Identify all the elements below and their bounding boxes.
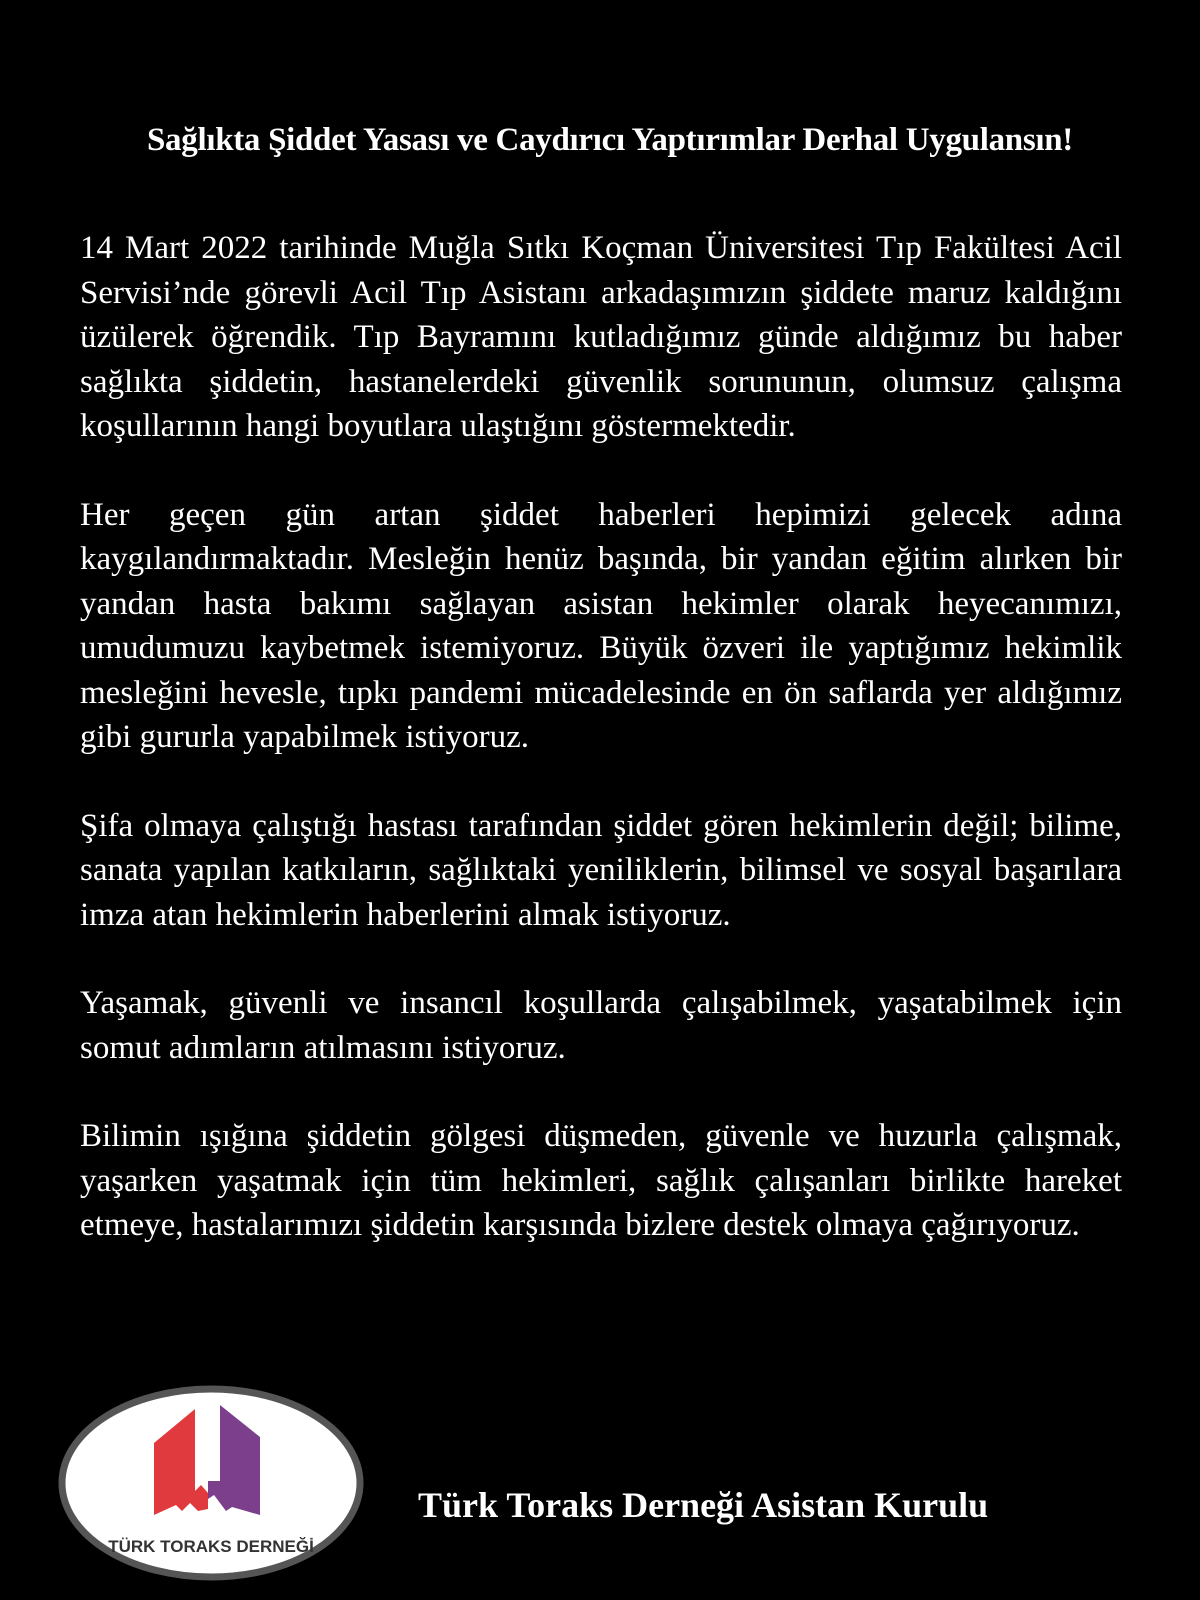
signature: Türk Toraks Derneği Asistan Kurulu xyxy=(418,1485,989,1525)
turk-toraks-dernegi-logo xyxy=(58,1385,364,1581)
paragraph-1: 14 Mart 2022 tarihinde Muğla Sıtkı Koçman Üniversitesi Tıp Fakültesi Acil Servisi’nde görevli Acil Tıp Asistanı arkadaşımızın şiddete maruz kaldığını üzülerek öğrendik. Tıp Bayramını kutladığımız günde aldığımız bu haber sağlıkta şiddetin, hastanelerdeki güvenlik sorununun, olumsuz çalışma koşullarının hangi boyutlara ulaştığını göstermektedir. xyxy=(80,230,1122,444)
statement-body xyxy=(80,226,1122,1292)
logo-emblem xyxy=(58,1385,364,1581)
paragraph-2: Her geçen gün artan şiddet haberleri hepimizi gelecek adına kaygılandırmaktadır. Mesleğin henüz başında, bir yandan eğitim alırken bir yandan hasta bakımı sağlayan asistan hekimler olarak heyecanımızı, umudumuzu kaybetmek istemiyoruz. Büyük özveri ile yaptığımız hekimlik mesleğini hevesle, tıpkı pandemi mücadelesinde en ön saflarda yer aldığımız gibi gururla yapabilmek istiyoruz. xyxy=(80,496,1122,755)
paragraph-3: Şifa olmaya çalıştığı hastası tarafından şiddet gören hekimlerin değil; bilime, sanata yapılan katkıların, sağlıktaki yeniliklerin, bilimsel ve sosyal başarılara imza atan hekimlerin haberlerini almak istiyoruz. xyxy=(80,807,1122,933)
page-title: Sağlıkta Şiddet Yasası ve Caydırıcı Yaptırımlar Derhal Uygulansın! xyxy=(147,122,1073,159)
paragraph-5: Bilimin ışığına şiddetin gölgesi düşmeden, güvenle ve huzurla çalışmak, yaşarken yaşatmak için tüm hekimleri, sağlık çalışanları birlikte hareket etmeye, hastalarımızı şiddetin karşısında bizlere destek olmaya çağırıyoruz. xyxy=(80,1118,1122,1243)
logo-text: TÜRK TORAKS DERNEĞİ xyxy=(108,1537,314,1556)
paragraph-4: Yaşamak, güvenli ve insancıl koşullarda çalışabilmek, yaşatabilmek için somut adımların atılmasını istiyoruz. xyxy=(80,985,1122,1066)
